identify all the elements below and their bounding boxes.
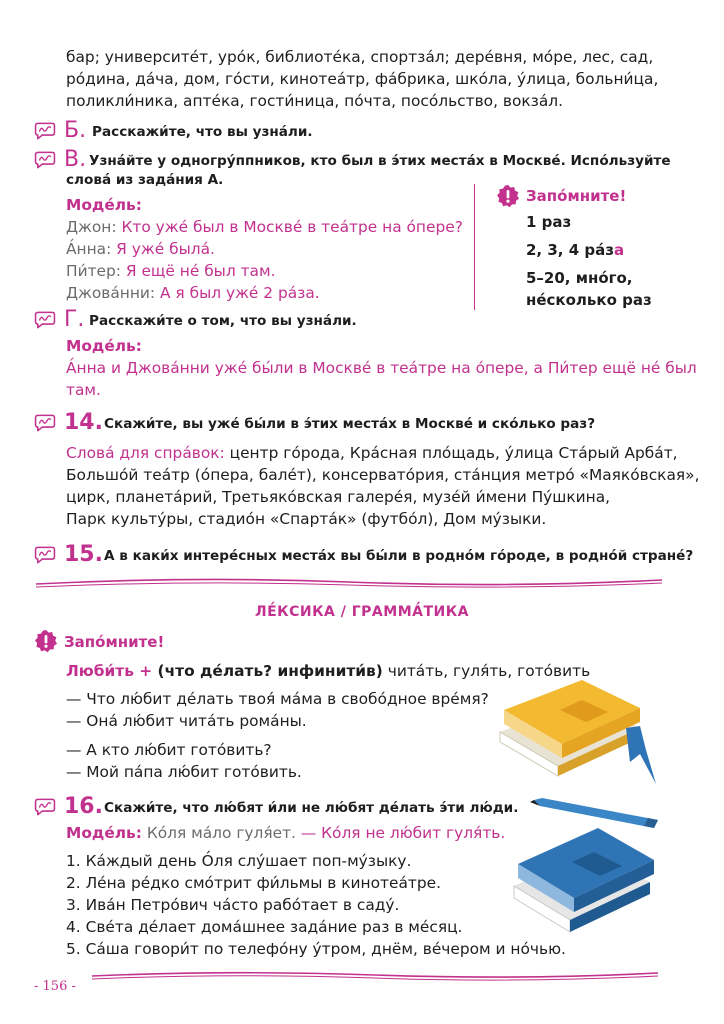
wavy-divider <box>34 574 664 590</box>
chat-bubble-icon <box>34 414 56 432</box>
reference-words-line: Парк культу́ры, стадио́н «Спарта́к» (футбо́л), Дом му́зыки. <box>66 510 547 528</box>
blue-book-icon <box>508 828 678 946</box>
remember-title: Запо́мните! <box>526 187 627 205</box>
dialog-line <box>66 238 215 260</box>
task-letter-b: Б. <box>64 118 87 143</box>
section-header: ЛЕ́КСИКА / ГРАММА́ТИКА <box>254 604 470 620</box>
speaker: Пи́тер: <box>66 262 126 280</box>
list-item: 5. Са́ша говори́т по телефо́ну у́тром, днём, ве́чером и но́чью. <box>66 940 566 958</box>
remember-title: Запо́мните! <box>64 633 165 651</box>
intro-line: бар; университе́т, уро́к, библиоте́ка, спортза́л; дере́вня, мо́ре, лес, сад, <box>66 48 654 66</box>
chat-bubble-icon <box>34 546 56 564</box>
reference-words-line: цирк, планета́рий, Третьяко́вская галере́я, музе́й и́мени Пу́шкина, <box>66 488 611 506</box>
task-g-text: Расскажи́те о том, что вы узна́ли. <box>89 313 357 329</box>
chat-bubble-icon <box>34 311 56 329</box>
speaker: Джова́нни: <box>66 284 161 302</box>
dialog-line: — А кто лю́бит гото́вить? <box>66 741 272 759</box>
chat-bubble-icon <box>34 798 56 816</box>
exclamation-icon <box>34 629 58 653</box>
divider <box>474 184 475 310</box>
exercise-15-task: А в каки́х интере́сных места́х вы бы́ли в родно́м го́роде, в родно́й стране́? <box>104 548 694 564</box>
pen-icon <box>530 792 666 832</box>
exercise-number-15: 15. <box>64 542 103 567</box>
task-letter-v: В. <box>64 147 87 172</box>
model-label: Моде́ль: <box>66 196 142 214</box>
list-item: 4. Све́та де́лает дома́шнее зада́ние раз в ме́сяц. <box>66 918 463 936</box>
exercise-number-16: 16. <box>64 794 103 819</box>
model-text: А́нна и Джова́нни уже́ бы́ли в Москве́ в теа́тре на о́пере, а Пи́тер ещё не́ был <box>66 359 697 377</box>
replica: Я ещё не́ был там. <box>125 262 276 280</box>
dialog-line: — Мой па́па лю́бит гото́вить. <box>66 763 302 781</box>
dialog-line <box>66 282 320 304</box>
yellow-book-icon <box>490 680 670 790</box>
replica: А я был уже́ 2 ра́за. <box>160 284 320 302</box>
model-answer: — Ко́ля не лю́бит гуля́ть. <box>295 824 506 842</box>
reference-words-line: Большо́й теа́тр (о́пера, бале́т), консервато́рия, ста́нция метро́ «Маяко́вская», <box>66 466 700 484</box>
dialog-line <box>66 260 275 282</box>
exclamation-icon <box>496 184 520 208</box>
remember-line: 1 раз <box>526 213 572 231</box>
remember-line: не́сколько раз <box>526 291 652 309</box>
remember-line: 5–20, мно́го, <box>526 269 633 287</box>
speaker: А́нна: <box>66 240 117 258</box>
grammar-rule <box>66 660 590 682</box>
rule-examples: чита́ть, гуля́ть, гото́вить <box>382 662 591 680</box>
model-label: Моде́ль: <box>66 824 142 842</box>
dialog-line <box>66 216 463 238</box>
list-item: 1. Ка́ждый день О́ля слу́шает поп-му́зыку. <box>66 852 412 870</box>
remember-line-ending: а <box>613 241 625 259</box>
remember-line <box>526 240 624 260</box>
model-label: Моде́ль: <box>66 337 142 355</box>
footer-wavy-line <box>90 968 660 982</box>
page-number: - 156 - <box>34 979 76 994</box>
reference-text: центр го́рода, Кра́сная пло́щадь, у́лица Ста́рый Арба́т, <box>224 444 678 462</box>
exercise-number-14: 14. <box>64 410 103 435</box>
task-v-text-line1: Узна́йте у одногру́ппников, кто был в э́тих места́х в Москве́. Испо́льзуйте <box>89 153 671 169</box>
reference-label: Слова́ для спра́вок: <box>66 444 225 462</box>
speaker: Джон: <box>66 218 122 236</box>
model-given: Ко́ля ма́ло гуля́ет. <box>141 824 296 842</box>
intro-line: поликли́ника, апте́ка, гости́ница, по́чта, посо́льство, вокза́л. <box>66 92 564 110</box>
list-item: 2. Ле́на ре́дко смо́трит фи́льмы в кинотеа́тре. <box>66 874 441 892</box>
remember-line-main: 2, 3, 4 ра́з <box>526 241 614 259</box>
replica: Кто уже́ был в Москве́ в теа́тре на о́пере? <box>121 218 463 236</box>
model-line <box>66 822 505 844</box>
intro-line: ро́дина, да́ча, дом, го́сти, кинотеа́тр, фа́брика, шко́ла, у́лица, больни́ца, <box>66 70 659 88</box>
rule-paren: (что де́лать? инфинити́в) <box>152 662 383 680</box>
list-item: 3. Ива́н Петро́вич ча́сто рабо́тает в саду́. <box>66 896 400 914</box>
task-letter-g: Г. <box>64 307 85 332</box>
dialog-line: — Что лю́бит де́лать твоя́ ма́ма в свобо́дное вре́мя? <box>66 690 489 708</box>
exercise-14-task: Скажи́те, вы уже́ бы́ли в э́тих места́х в Москве́ и ско́лько раз? <box>104 416 596 432</box>
replica: Я уже́ была́. <box>116 240 215 258</box>
rule-verb: Люби́ть + <box>66 662 153 680</box>
chat-bubble-icon <box>34 151 56 169</box>
model-text: там. <box>66 381 101 399</box>
exercise-16-task: Скажи́те, что лю́бят и́ли не лю́бят де́лать э́ти лю́ди. <box>104 800 519 816</box>
chat-bubble-icon <box>34 122 56 140</box>
task-v-text-line2: слова́ из зада́ния А. <box>66 172 224 188</box>
dialog-line: — Она́ лю́бит чита́ть рома́ны. <box>66 712 307 730</box>
reference-words-line <box>66 442 678 464</box>
task-b-text: Расскажи́те, что вы узна́ли. <box>92 124 313 140</box>
